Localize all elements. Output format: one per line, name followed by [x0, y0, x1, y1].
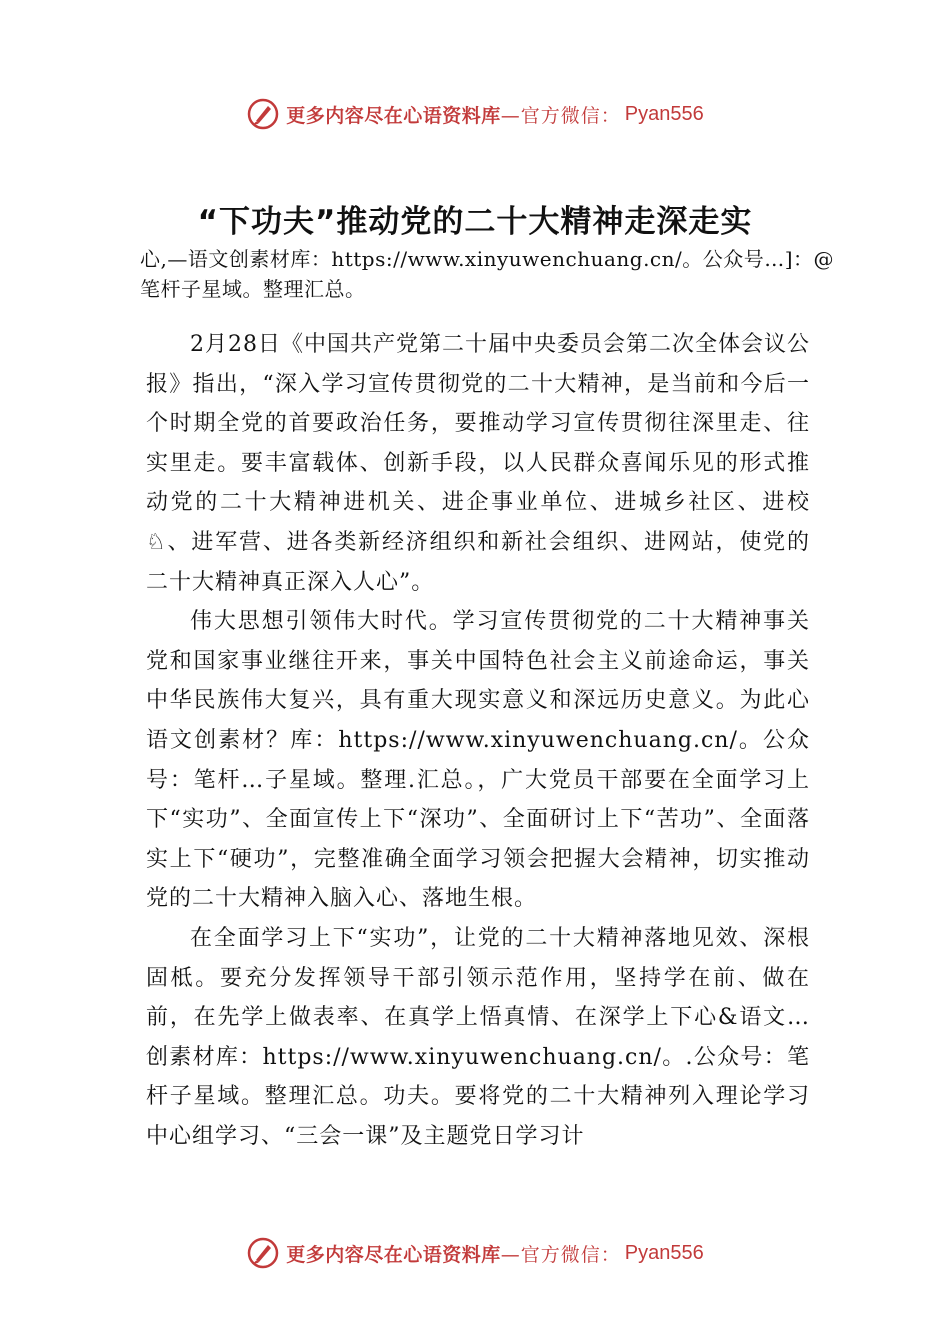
banner-wechat-id: Pyan556 — [624, 102, 704, 125]
footer-banner — [0, 1233, 950, 1273]
document-title: “下功夫”推动党的二十大精神走深走实 — [197, 204, 753, 240]
paragraph: 伟大思想引领伟大时代。学习宣传贯彻党的二十大精神事关党和国家事业继往开来，事关中国特色社会主义前途命运，事关中华民族伟大复兴，具有重大现实意义和深远历史意义。为此心语文创素材？库：https://www.xinyuwenchuang.cn/。公众号：笔杆…子星域。整理.汇总。，广大党员干部要在全面学习上下“实功”、全面宣传上下“深功”、全面研讨上下“苦功”、全面落实上下“硬功”，完整准确全面学习领会把握大会精神，切实推动党的二十大精神入脑入心、落地生根。 — [146, 609, 810, 912]
banner-main-text: 更多内容尽在心语资料库 — [286, 1243, 501, 1266]
brush-logo-icon — [246, 97, 280, 131]
brush-logo-icon — [246, 1236, 280, 1270]
banner-mid-text: —官方微信： — [500, 104, 621, 127]
document-body — [146, 325, 810, 1156]
banner-wechat-id: Pyan556 — [624, 1241, 704, 1264]
paragraph: 2月28日《中国共产党第二十届中央委员会第二次全体会议公报》指出，“深入学习宣传贯彻党的二十大精神，是当前和今后一个时期全党的首要政治任务，要推动学习宣传贯彻往深里走、往实里走。要丰富载体、创新手段，以人民群众喜闻乐见的形式推动党的二十大精神进机关、进企事业单位、进城乡社区、进校♘、进军营、进各类新经济组织和新社会组织、进网站，使党的二十大精神真正深入人心”。 — [146, 332, 810, 595]
paragraph: 在全面学习上下“实功”，让党的二十大精神落地见效、深根固柢。要充分发挥领导干部引领示范作用，坚持学在前、做在前，在先学上做表率、在真学上悟真情、在深学上下心&语文…创素材库：https://www.xinyuwenchuang.cn/。.公众号：笔杆子星域。整理汇总。功夫。要将党的二十大精神列入理论学习中心组学习、“三会一课”及主题党日学习计 — [146, 925, 810, 1149]
header-banner — [0, 94, 950, 134]
banner-mid-text: —官方微信： — [500, 1243, 621, 1266]
document-subtitle: 心,—语文创素材库：https://www.xinyuwenchuang.cn/。公众号…]：@笔杆子星域。整理汇总。 — [140, 247, 835, 301]
banner-main-text: 更多内容尽在心语资料库 — [286, 104, 501, 127]
